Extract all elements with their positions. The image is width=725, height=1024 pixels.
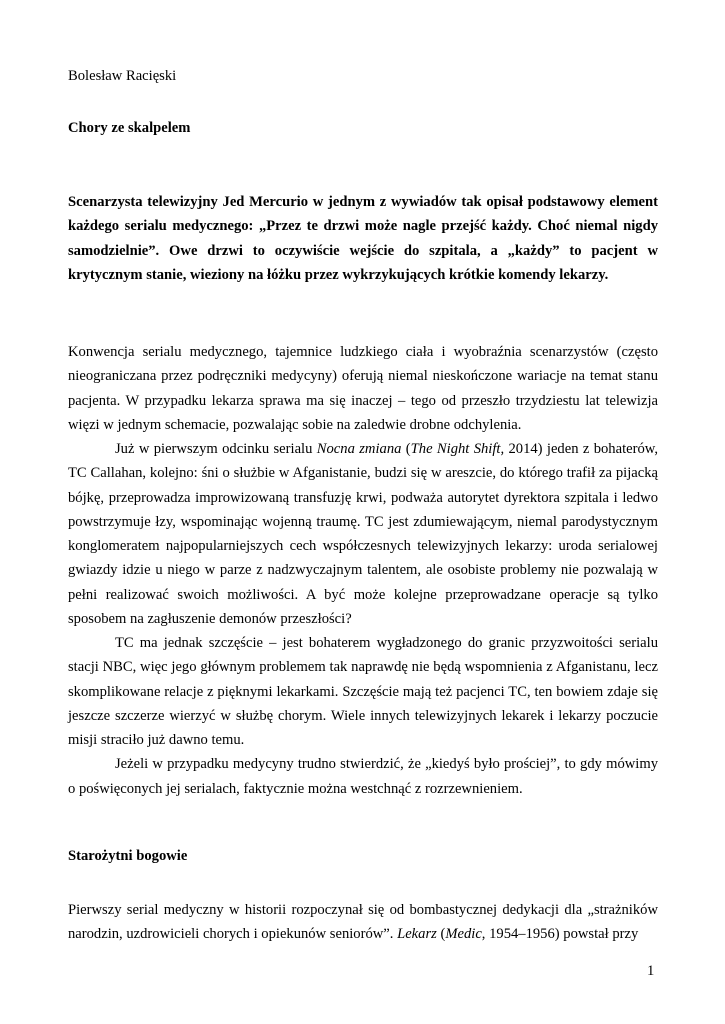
- series-title-medic: Medic: [445, 926, 482, 943]
- paragraph-2-text-a: Już w pierwszym odcinku serialu: [115, 441, 317, 457]
- series-title-lekarz: Lekarz: [397, 926, 437, 943]
- author-name: Bolesław Racięski: [68, 68, 177, 84]
- paragraph-2: [68, 437, 658, 631]
- paragraph-5: [68, 898, 658, 947]
- lead-paragraph: Scenarzysta telewizyjny Jed Mercurio w jednym z wywiadów tak opisał podstawowy element każdego serialu medycznego: „Przez te drzwi może nagle przejść każdy. Choć niemal nigdy samodzielnie”. Owe drzwi to oczywiście wejście do szpitala, a „każdy” to pacjent w krytycznym stanie, wieziony na łóżku przez wykrzykujących krótkie komendy lekarzy.: [68, 194, 658, 283]
- section-body: [68, 898, 658, 947]
- series-title-nocna-zmiana: Nocna zmiana: [316, 441, 402, 457]
- page-number: 1: [647, 963, 655, 979]
- paragraph-5-text-b: (: [436, 926, 446, 943]
- paragraph-5-text-a: Pierwszy serial medyczny w historii rozpoczynał się od bombastycznej dedykacji dla „strażników narodzin, uzdrowicieli chorych i opiekunów seniorów”.: [68, 902, 658, 943]
- series-title-night-shift: The Night Shift,: [410, 441, 505, 457]
- paragraph-5-text-c: , 1954–1956) powstał przy: [481, 926, 639, 943]
- paragraph-2-text-c: 2014) jeden z bohaterów, TC Callahan, kolejno: śni o służbie w Afganistanie, budzi się w areszcie, do którego trafił za pijacką bójkę, przeprowadza improwizowaną transfuzję krwi, podważa autorytet dyrektora szpitala i ledwo powstrzymuje łzy, wspominając wojenną traumę. TC jest zdumiewającym, niemal parodystycznym konglomeratem najpopularniejszych cech współczesnych telewizyjnych lekarzy: uroda serialowej gwiazdy idzie u niego w parze z nadzwyczajnym talentem, ale osobiste problemy nie pozwalają w pełni realizować swoich możliwości. A być może kolejne przeprowadzane operacje są tylko sposobem na zagłuszenie demonów przeszłości?: [68, 441, 659, 627]
- article-body: [68, 340, 658, 801]
- paragraph-4: Jeżeli w przypadku medycyny trudno stwierdzić, że „kiedyś było prościej”, to gdy mówimy o poświęconych jej serialach, faktycznie można westchnąć z rozrzewnieniem.: [68, 756, 658, 797]
- section-heading: Starożytni bogowie: [68, 848, 188, 864]
- paragraph-1: Konwencja serialu medycznego, tajemnice ludzkiego ciała i wyobraźnia scenarzystów (często nieograniczana przez podręczniki medycyny) oferują niemal nieskończone wariacje na temat stanu pacjenta. W przypadku lekarza sprawa ma się inaczej – tego od przeszło trzydziestu lat telewizja więzi w jednym schemacie, pozwalając sobie na zaledwie drobne odchylenia.: [68, 344, 658, 433]
- article-title: Chory ze skalpelem: [68, 120, 191, 136]
- paragraph-3: TC ma jednak szczęście – jest bohaterem wygładzonego do granic przyzwoitości serialu stacji NBC, więc jego głównym problemem tak naprawdę nie będą wspomnienia z Afganistanu, lecz skomplikowane relacje z pięknymi lekarkami. Szczęście mają też pacjenci TC, ten bowiem zdaje się jeszcze szczerze wierzyć w służbę chorym. Wiele innych telewizyjnych lekarek i lekarzy poczucie misji straciło już dawno temu.: [68, 635, 658, 748]
- paragraph-2-text-b: (: [401, 441, 411, 457]
